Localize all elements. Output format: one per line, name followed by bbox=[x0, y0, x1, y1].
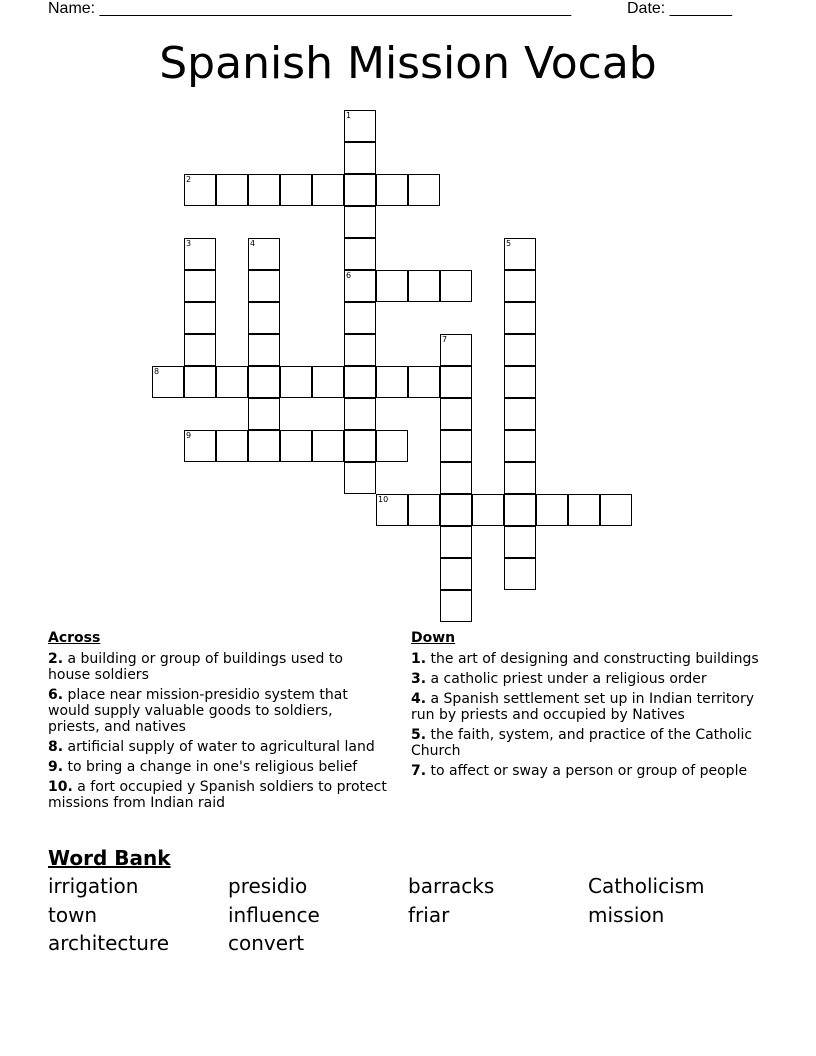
crossword-cell[interactable] bbox=[344, 174, 376, 206]
crossword-cell[interactable] bbox=[280, 430, 312, 462]
clue-text: the art of designing and constructing buildings bbox=[426, 651, 759, 667]
crossword-cell[interactable] bbox=[312, 366, 344, 398]
crossword-cell[interactable] bbox=[376, 494, 408, 526]
crossword-cell[interactable] bbox=[536, 494, 568, 526]
word-bank-item: Catholicism bbox=[588, 874, 705, 898]
clue-text: a fort occupied y Spanish soldiers to protect missions from Indian raid bbox=[48, 779, 387, 811]
across-heading: Across bbox=[48, 630, 101, 646]
across-clue bbox=[48, 687, 388, 735]
clue-text: the faith, system, and practice of the Catholic Church bbox=[411, 727, 753, 759]
clue-number: 3 bbox=[186, 239, 192, 248]
crossword-cell[interactable] bbox=[248, 174, 280, 206]
clue-text: a building or group of buildings used to house soldiers bbox=[48, 651, 343, 683]
across-clue bbox=[48, 651, 388, 683]
crossword-cell[interactable] bbox=[504, 526, 536, 558]
crossword-cell[interactable] bbox=[472, 494, 504, 526]
clue-number: 9. bbox=[48, 759, 64, 775]
crossword-cell[interactable] bbox=[344, 302, 376, 334]
clue-number: 10 bbox=[378, 495, 389, 504]
clue-number: 5. bbox=[411, 727, 427, 743]
crossword-cell[interactable] bbox=[248, 366, 280, 398]
word-bank-item: convert bbox=[228, 931, 305, 955]
crossword-cell[interactable] bbox=[440, 430, 472, 462]
word-bank-item: influence bbox=[228, 903, 320, 927]
crossword-cell[interactable] bbox=[408, 366, 440, 398]
crossword-cell[interactable] bbox=[248, 334, 280, 366]
crossword-cell[interactable] bbox=[504, 494, 536, 526]
crossword-cell[interactable] bbox=[344, 334, 376, 366]
crossword-cell[interactable] bbox=[504, 430, 536, 462]
crossword-cell[interactable] bbox=[312, 430, 344, 462]
crossword-cell[interactable] bbox=[216, 430, 248, 462]
crossword-cell[interactable] bbox=[184, 366, 216, 398]
down-clues bbox=[411, 630, 781, 783]
crossword-cell[interactable] bbox=[216, 174, 248, 206]
crossword-cell[interactable] bbox=[376, 430, 408, 462]
crossword-cell[interactable] bbox=[504, 366, 536, 398]
down-clue bbox=[411, 763, 781, 779]
crossword-cell[interactable] bbox=[440, 526, 472, 558]
crossword-cell[interactable] bbox=[184, 238, 216, 270]
crossword-cell[interactable] bbox=[184, 334, 216, 366]
name-field-label: Name: _____________________________________________________ bbox=[48, 0, 572, 17]
crossword-cell[interactable] bbox=[344, 430, 376, 462]
crossword-cell[interactable] bbox=[344, 366, 376, 398]
crossword-cell[interactable] bbox=[440, 398, 472, 430]
crossword-cell[interactable] bbox=[440, 462, 472, 494]
date-field-label: Date: _______ bbox=[627, 0, 732, 17]
crossword-cell[interactable] bbox=[440, 366, 472, 398]
across-clue-list bbox=[48, 651, 388, 811]
crossword-cell[interactable] bbox=[216, 366, 248, 398]
crossword-cell[interactable] bbox=[376, 174, 408, 206]
crossword-cell[interactable] bbox=[408, 174, 440, 206]
crossword-cell[interactable] bbox=[248, 270, 280, 302]
clue-number: 7. bbox=[411, 763, 427, 779]
crossword-cell[interactable] bbox=[376, 366, 408, 398]
clue-text: place near mission-presidio system that would supply valuable goods to soldiers, priests, and natives bbox=[48, 687, 348, 735]
crossword-cell[interactable] bbox=[440, 590, 472, 622]
across-clue bbox=[48, 759, 388, 775]
across-clues bbox=[48, 630, 388, 815]
down-clue bbox=[411, 727, 781, 759]
down-clue bbox=[411, 671, 781, 687]
clue-number: 3. bbox=[411, 671, 427, 687]
down-heading: Down bbox=[411, 630, 456, 646]
crossword-cell[interactable] bbox=[184, 174, 216, 206]
clue-text: to bring a change in one's religious belief bbox=[63, 759, 358, 775]
word-bank-item: mission bbox=[588, 903, 665, 927]
crossword-cell[interactable] bbox=[344, 142, 376, 174]
word-bank-item: town bbox=[48, 903, 98, 927]
crossword-cell[interactable] bbox=[504, 238, 536, 270]
clue-number: 2. bbox=[48, 651, 64, 667]
crossword-cell[interactable] bbox=[312, 174, 344, 206]
crossword-cell[interactable] bbox=[344, 238, 376, 270]
crossword-cell[interactable] bbox=[408, 494, 440, 526]
down-clue bbox=[411, 691, 781, 723]
clue-number: 1. bbox=[411, 651, 427, 667]
clue-number: 4. bbox=[411, 691, 427, 707]
clue-number: 6 bbox=[346, 271, 352, 280]
clue-number: 8 bbox=[154, 367, 160, 376]
crossword-cell[interactable] bbox=[184, 430, 216, 462]
word-bank-item: presidio bbox=[228, 874, 308, 898]
clue-number: 2 bbox=[186, 175, 192, 184]
crossword-cell[interactable] bbox=[344, 110, 376, 142]
word-bank-item: friar bbox=[408, 903, 450, 927]
crossword-cell[interactable] bbox=[344, 462, 376, 494]
crossword-cell[interactable] bbox=[504, 334, 536, 366]
crossword-cell[interactable] bbox=[344, 206, 376, 238]
word-bank-item: irrigation bbox=[48, 874, 139, 898]
word-bank-title: Word Bank bbox=[48, 846, 171, 870]
crossword-cell[interactable] bbox=[248, 238, 280, 270]
crossword-cell[interactable] bbox=[504, 302, 536, 334]
clue-number: 9 bbox=[186, 431, 192, 440]
clue-number: 8. bbox=[48, 739, 64, 755]
crossword-cell[interactable] bbox=[248, 398, 280, 430]
down-clue bbox=[411, 651, 781, 667]
clue-text: to affect or sway a person or group of people bbox=[426, 763, 748, 779]
across-clue bbox=[48, 779, 388, 811]
clue-text: artificial supply of water to agricultural land bbox=[63, 739, 375, 755]
crossword-cell[interactable] bbox=[600, 494, 632, 526]
crossword-cell[interactable] bbox=[440, 494, 472, 526]
crossword-cell[interactable] bbox=[408, 270, 440, 302]
clue-number: 1 bbox=[346, 111, 352, 120]
crossword-cell[interactable] bbox=[440, 558, 472, 590]
crossword-cell[interactable] bbox=[152, 366, 184, 398]
crossword-cell[interactable] bbox=[376, 270, 408, 302]
crossword-cell[interactable] bbox=[184, 302, 216, 334]
crossword-cell[interactable] bbox=[504, 558, 536, 590]
crossword-cell[interactable] bbox=[440, 270, 472, 302]
crossword-cell[interactable] bbox=[248, 430, 280, 462]
crossword-cell[interactable] bbox=[280, 366, 312, 398]
crossword-cell[interactable] bbox=[504, 398, 536, 430]
clue-text: a catholic priest under a religious order bbox=[426, 671, 707, 687]
crossword-cell[interactable] bbox=[344, 270, 376, 302]
clue-number: 4 bbox=[250, 239, 256, 248]
crossword-cell[interactable] bbox=[440, 334, 472, 366]
crossword-cell[interactable] bbox=[568, 494, 600, 526]
crossword-cell[interactable] bbox=[504, 462, 536, 494]
clue-number: 7 bbox=[442, 335, 448, 344]
clue-text: a Spanish settlement set up in Indian territory run by priests and occupied by Natives bbox=[411, 691, 755, 723]
clue-number: 6. bbox=[48, 687, 64, 703]
crossword-cell[interactable] bbox=[504, 270, 536, 302]
crossword-cell[interactable] bbox=[248, 302, 280, 334]
clue-number: 10. bbox=[48, 779, 73, 795]
crossword-cell[interactable] bbox=[280, 174, 312, 206]
down-clue-list bbox=[411, 651, 781, 779]
page-title: Spanish Mission Vocab bbox=[159, 38, 657, 89]
across-clue bbox=[48, 739, 388, 755]
crossword-cell[interactable] bbox=[344, 398, 376, 430]
crossword-cell[interactable] bbox=[184, 270, 216, 302]
clue-number: 5 bbox=[506, 239, 512, 248]
word-bank-item: architecture bbox=[48, 931, 170, 955]
word-bank-item: barracks bbox=[408, 874, 495, 898]
